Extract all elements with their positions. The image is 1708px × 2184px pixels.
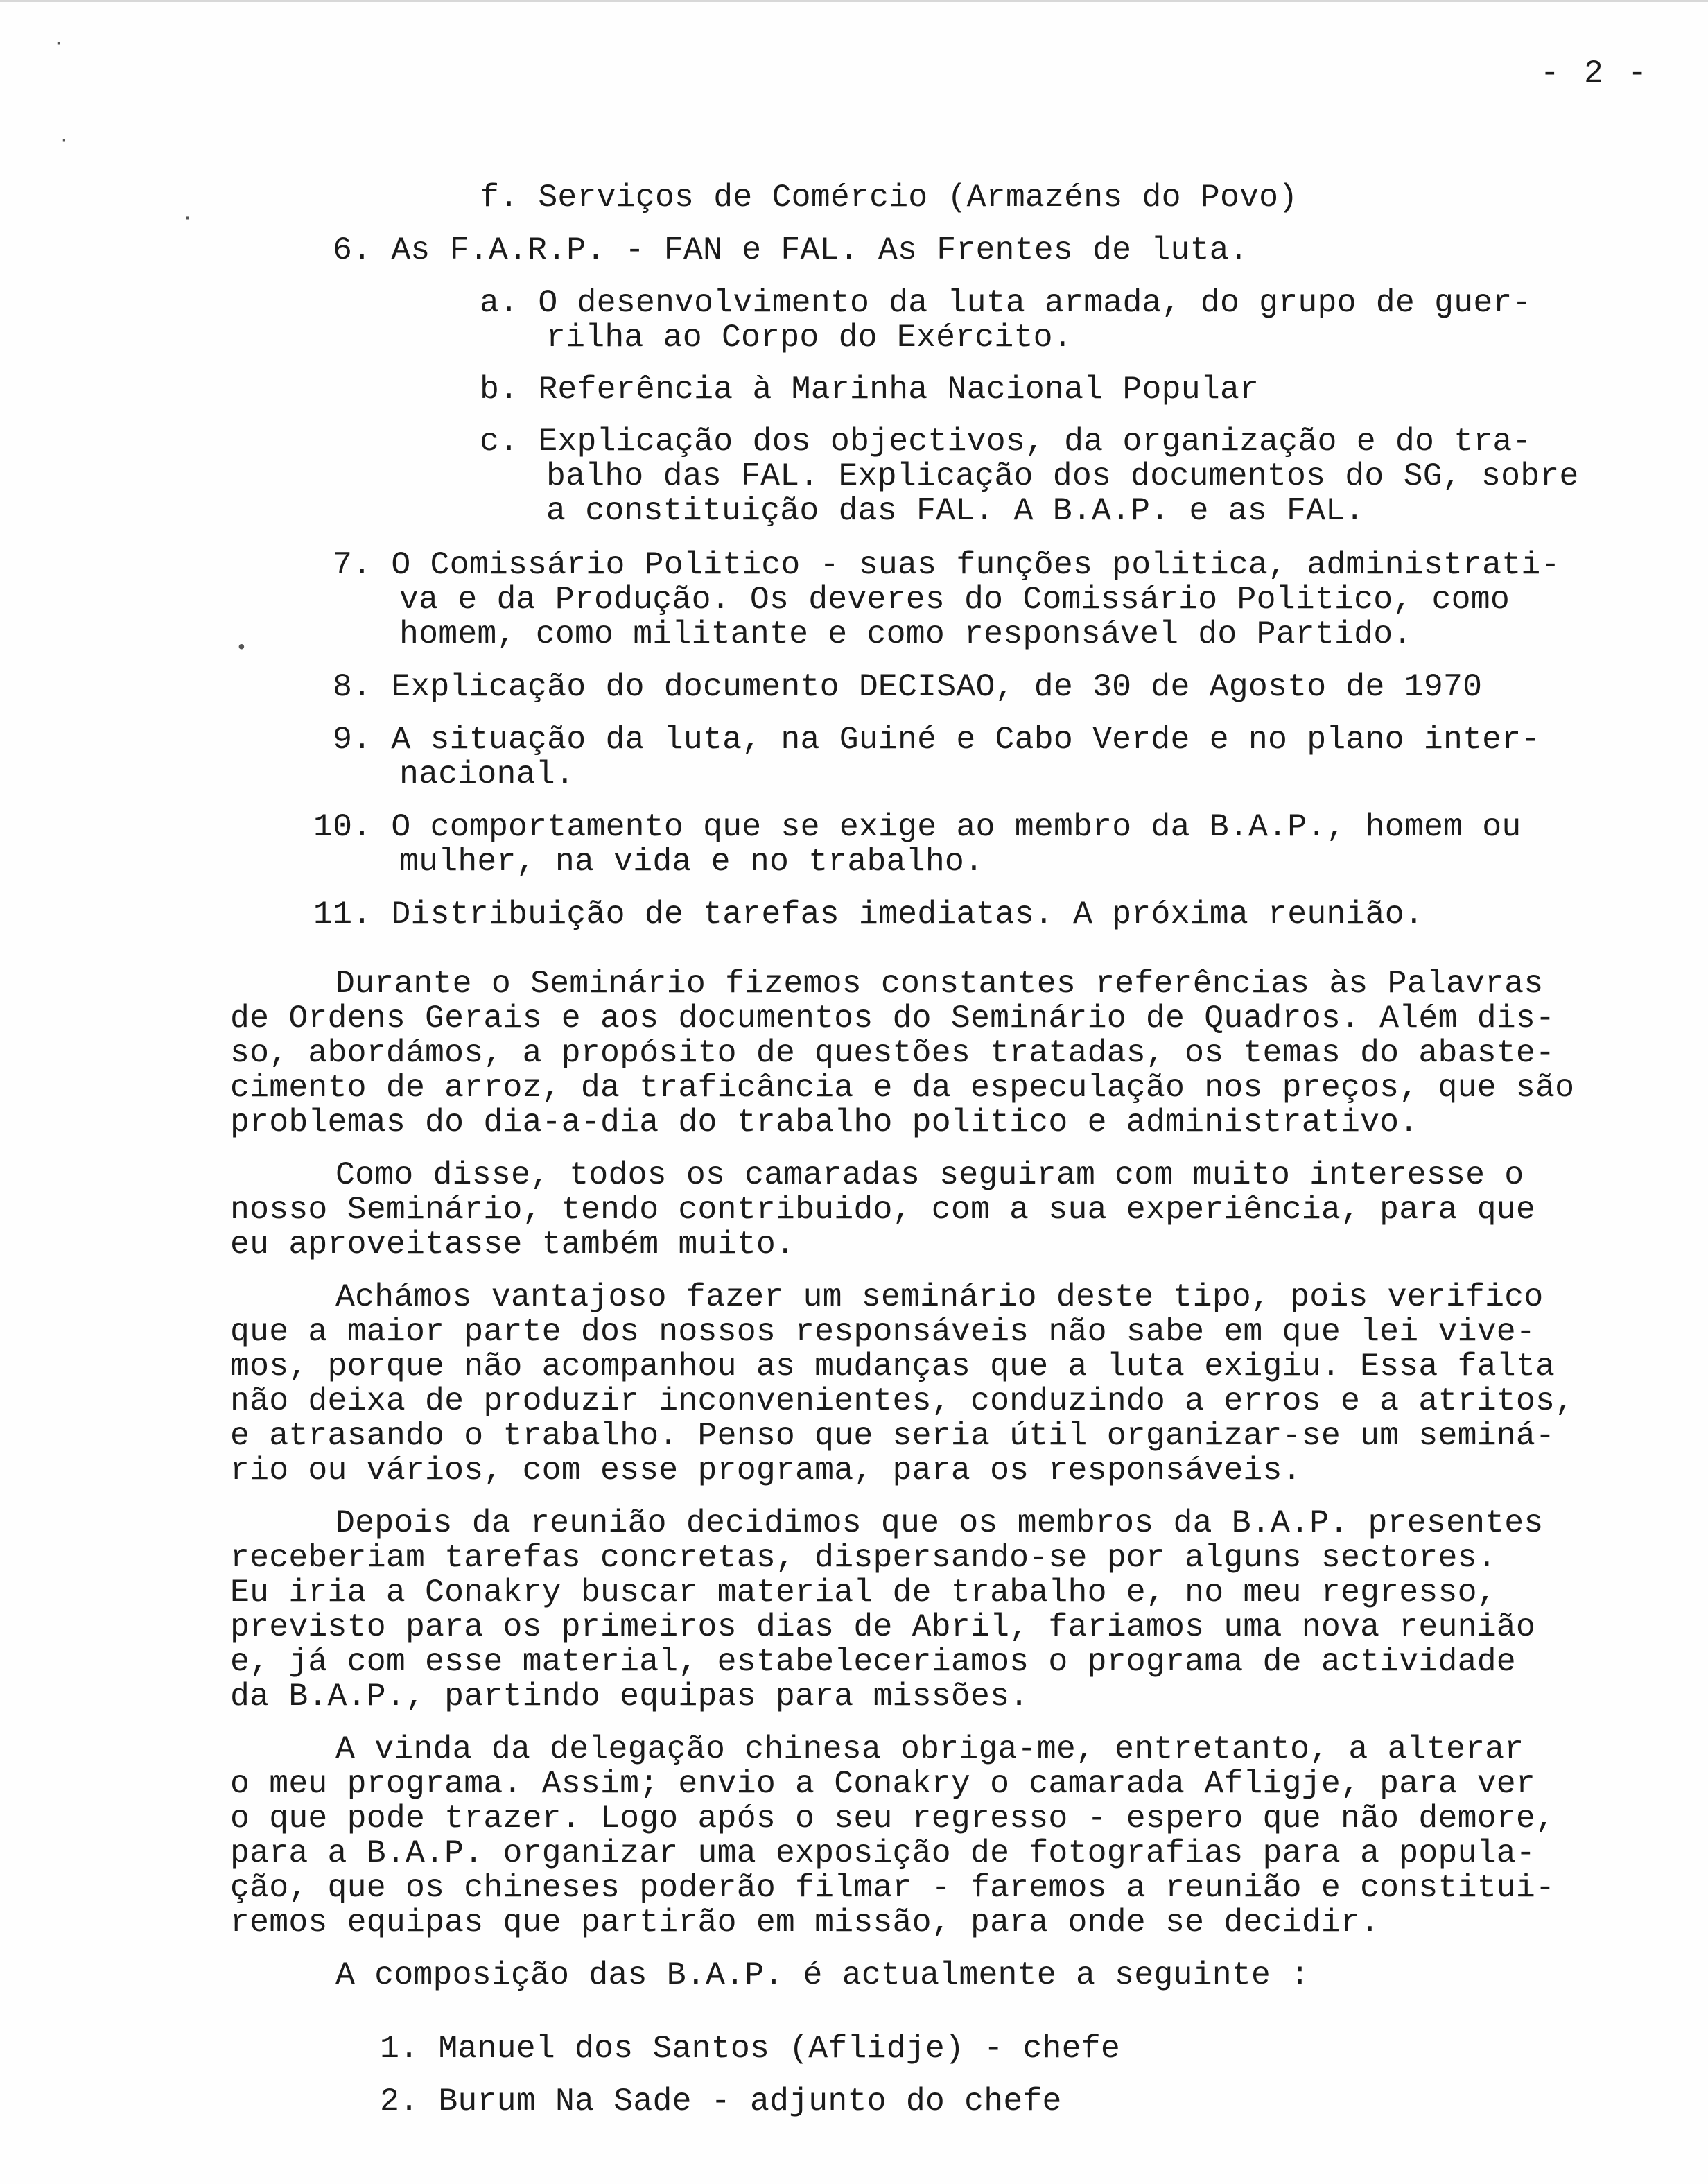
agenda-item-7-line: 7. O Comissário Politico - suas funções politica, administrati-: [333, 546, 1560, 583]
agenda-item-f: f. Serviços de Comércio (Armazéns do Povo): [480, 179, 1298, 216]
agenda-item-9-line: 9. A situação da luta, na Guiné e Cabo Verde e no plano inter-: [333, 721, 1541, 758]
paragraph-line: so, abordámos, a propósito de questões tratadas, os temas do abaste-: [230, 1034, 1556, 1071]
agenda-item-6a-line: a. O desenvolvimento da luta armada, do grupo de guer-: [480, 284, 1532, 321]
page-number: - 2 -: [1540, 55, 1650, 92]
paragraph-line: o meu programa. Assim; envio a Conakry o camarada Afligje, para ver: [230, 1765, 1536, 1802]
paragraph-line: rio ou vários, com esse programa, para os responsáveis.: [230, 1452, 1302, 1489]
paragraph-line: ção, que os chineses poderão filmar - faremos a reunião e constitui-: [230, 1869, 1556, 1906]
agenda-item-10-line: mulher, na vida e no trabalho.: [399, 843, 984, 880]
agenda-item-6c-line: a constituição das FAL. A B.A.P. e as FAL.: [546, 492, 1365, 529]
page-top-edge: [0, 0, 1708, 2]
paragraph-line: problemas do dia-a-dia do trabalho politico e administrativo.: [230, 1104, 1419, 1141]
agenda-item-6: 6. As F.A.R.P. - FAN e FAL. As Frentes de luta.: [333, 232, 1248, 268]
paragraph-line: mos, porque não acompanhou as mudanças que a luta exigiu. Essa falta: [230, 1348, 1556, 1385]
paragraph-line: e atrasando o trabalho. Penso que seria útil organizar-se um seminá-: [230, 1417, 1556, 1454]
margin-mark: ·: [182, 208, 193, 229]
paragraph-line: Como disse, todos os camaradas seguiram com muito interesse o: [336, 1156, 1524, 1193]
paragraph-line: nosso Seminário, tendo contribuido, com a sua experiência, para que: [230, 1191, 1536, 1228]
agenda-item-6c-line: balho das FAL. Explicação dos documentos do SG, sobre: [546, 458, 1579, 494]
agenda-item-7-line: va e da Produção. Os deveres do Comissário Politico, como: [399, 581, 1510, 618]
agenda-item-6b: b. Referência à Marinha Nacional Popular: [480, 371, 1260, 408]
paragraph-line: receberiam tarefas concretas, dispersando-se por alguns sectores.: [230, 1539, 1497, 1576]
margin-mark: •: [236, 638, 247, 659]
margin-mark: ·: [58, 130, 70, 152]
member-list-item: 1. Manuel dos Santos (Aflidje) - chefe: [380, 2030, 1120, 2067]
paragraph-line: Achámos vantajoso fazer um seminário deste tipo, pois verifico: [336, 1279, 1544, 1315]
agenda-item-10-line: 10. O comportamento que se exige ao membro da B.A.P., homem ou: [313, 808, 1522, 845]
agenda-item-9-line: nacional.: [399, 756, 575, 792]
paragraph-line: Depois da reunião decidimos que os membros da B.A.P. presentes: [336, 1505, 1544, 1541]
paragraph-line: não deixa de produzir inconvenientes, conduzindo a erros e a atritos,: [230, 1383, 1575, 1419]
agenda-item-11: 11. Distribuição de tarefas imediatas. A próxima reunião.: [313, 896, 1424, 933]
paragraph-line: cimento de arroz, da traficância e da especulação nos preços, que são: [230, 1069, 1575, 1106]
margin-mark: ·: [53, 33, 64, 55]
agenda-item-6a-line: rilha ao Corpo do Exército.: [546, 319, 1072, 356]
paragraph-line: previsto para os primeiros dias de Abril, fariamos uma nova reunião: [230, 1609, 1536, 1645]
agenda-item-7-line: homem, como militante e como responsável do Partido.: [399, 616, 1413, 652]
agenda-item-6c-line: c. Explicação dos objectivos, da organização e do tra-: [480, 423, 1532, 460]
member-list-item: 2. Burum Na Sade - adjunto do chefe: [380, 2083, 1062, 2120]
paragraph-line: da B.A.P., partindo equipas para missões.: [230, 1678, 1029, 1715]
paragraph-line: eu aproveitasse também muito.: [230, 1226, 796, 1263]
paragraph-line: A vinda da delegação chinesa obriga-me, entretanto, a alterar: [336, 1731, 1524, 1767]
paragraph-line: remos equipas que partirão em missão, para onde se decidir.: [230, 1904, 1380, 1941]
paragraph-line: Eu iria a Conakry buscar material de trabalho e, no meu regresso,: [230, 1574, 1497, 1611]
paragraph-line: que a maior parte dos nossos responsáveis não sabe em que lei vive-: [230, 1313, 1536, 1350]
paragraph-line: A composição das B.A.P. é actualmente a seguinte :: [336, 1957, 1310, 1993]
paragraph-line: de Ordens Gerais e aos documentos do Seminário de Quadros. Além dis-: [230, 1000, 1556, 1037]
paragraph-line: para a B.A.P. organizar uma exposição de fotografias para a popula-: [230, 1835, 1536, 1871]
paragraph-line: Durante o Seminário fizemos constantes referências às Palavras: [336, 965, 1544, 1002]
paragraph-line: e, já com esse material, estabeleceriamos o programa de actividade: [230, 1643, 1516, 1680]
agenda-item-8: 8. Explicação do documento DECISAO, de 30 de Agosto de 1970: [333, 668, 1483, 705]
paragraph-line: o que pode trazer. Logo após o seu regresso - espero que não demore,: [230, 1800, 1556, 1837]
